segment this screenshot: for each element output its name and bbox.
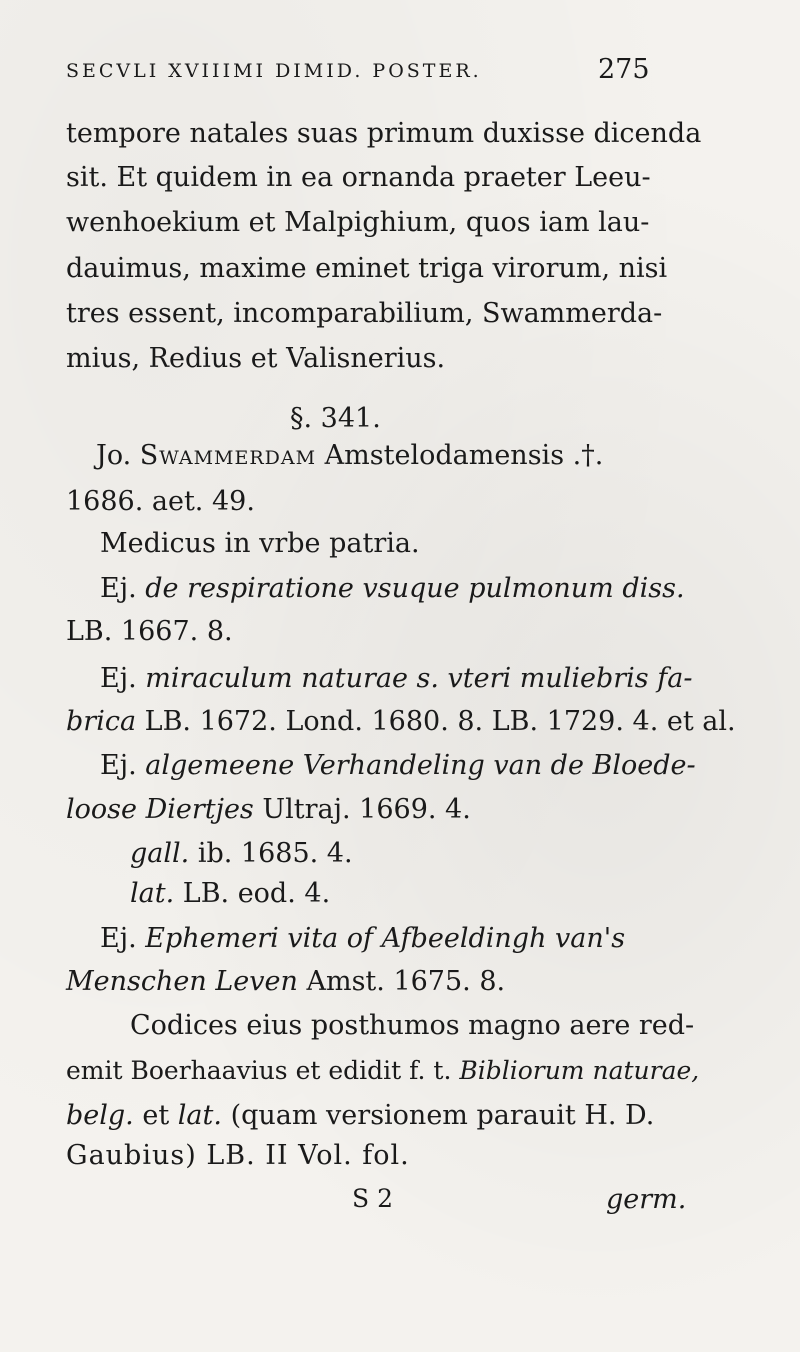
work-3-lat-pub: LB. eod. 4. xyxy=(182,878,331,909)
work-3-gall xyxy=(130,840,353,867)
body-line-2: sit. Et quidem in ea ornanda praeter Leeu- xyxy=(66,162,651,193)
work-3-gall-label: gall. xyxy=(130,838,190,869)
entry-heading xyxy=(96,442,603,469)
codices-line-2-b: Bibliorum naturae, xyxy=(459,1056,700,1085)
work-1-pub: LB. 1667. 8. xyxy=(66,616,233,647)
signature-mark: S 2 xyxy=(352,1184,393,1213)
work-1-line-1 xyxy=(100,575,685,602)
body-line-3: wenhoekium et Malpighium, quos iam lau- xyxy=(66,207,650,238)
codices-line-3-c: lat. xyxy=(177,1100,222,1131)
work-2-line-1 xyxy=(100,665,692,692)
work-3-lat xyxy=(130,880,330,907)
body-line-6: mius, Redius et Valisnerius. xyxy=(66,343,446,374)
work-1-title: de respiratione vsuque pulmonum diss. xyxy=(145,573,685,604)
work-4-ej: Ej. xyxy=(100,923,137,954)
section-number: §. 341. xyxy=(290,403,381,434)
work-3-line-1 xyxy=(100,752,696,779)
codices-line-3-d: (quam versionem parauit H. D. xyxy=(230,1100,655,1131)
work-3-lat-label: lat. xyxy=(130,878,175,909)
work-4-title-cont: Menschen Leven xyxy=(66,966,298,997)
work-2-title: miraculum naturae s. vteri muliebris fa- xyxy=(145,663,693,694)
work-2-pub: LB. 1672. Lond. 1680. 8. LB. 1729. 4. et al. xyxy=(144,706,736,737)
running-title: SECVLI XVIIIMI DIMID. POSTER. xyxy=(66,60,482,82)
work-3-pub: Ultraj. 1669. 4. xyxy=(262,794,471,825)
work-4-line-1 xyxy=(100,925,625,952)
entry-profession: Medicus in vrbe patria. xyxy=(100,528,420,559)
codices-line-3-b: et xyxy=(142,1100,170,1131)
entry-dates: 1686. aet. 49. xyxy=(66,486,255,517)
catchword-text: germ. xyxy=(606,1184,687,1215)
work-1-ej: Ej. xyxy=(100,573,137,604)
body-line-4: dauimus, maxime eminet triga virorum, nisi xyxy=(66,253,668,284)
body-line-1: tempore natales suas primum duxisse dicenda xyxy=(66,118,702,149)
work-2-ej: Ej. xyxy=(100,663,137,694)
work-3-ej: Ej. xyxy=(100,750,137,781)
entry-origin: Amstelodamensis .†. xyxy=(324,440,604,471)
entry-prefix: Jo. xyxy=(96,440,132,471)
work-3-title: algemeene Verhandeling van de Bloede- xyxy=(145,750,696,781)
codices-line-1: Codices eius posthumos magno aere red- xyxy=(130,1010,695,1041)
work-3-gall-pub: ib. 1685. 4. xyxy=(197,838,353,869)
work-2-title-cont: brica xyxy=(66,706,137,737)
codices-line-4: Gaubius) LB. II Vol. fol. xyxy=(66,1140,410,1171)
work-4-title: Ephemeri vita of Afbeeldingh van's xyxy=(145,923,626,954)
entry-name: Swammerdam xyxy=(139,440,317,471)
work-4-line-2 xyxy=(66,968,505,995)
work-3-title-cont: loose Diertjes xyxy=(66,794,254,825)
work-3-line-2 xyxy=(66,796,471,823)
page-number: 275 xyxy=(598,54,650,85)
catchword xyxy=(606,1186,686,1213)
work-2-line-2 xyxy=(66,708,736,735)
codices-line-2 xyxy=(66,1058,699,1083)
body-line-5: tres essent, incomparabilium, Swammerda- xyxy=(66,298,663,329)
codices-line-3 xyxy=(66,1102,654,1129)
codices-line-2-a: emit Boerhaavius et edidit f. t. xyxy=(66,1056,452,1085)
work-4-pub: Amst. 1675. 8. xyxy=(306,966,506,997)
codices-line-3-a: belg. xyxy=(66,1100,134,1131)
